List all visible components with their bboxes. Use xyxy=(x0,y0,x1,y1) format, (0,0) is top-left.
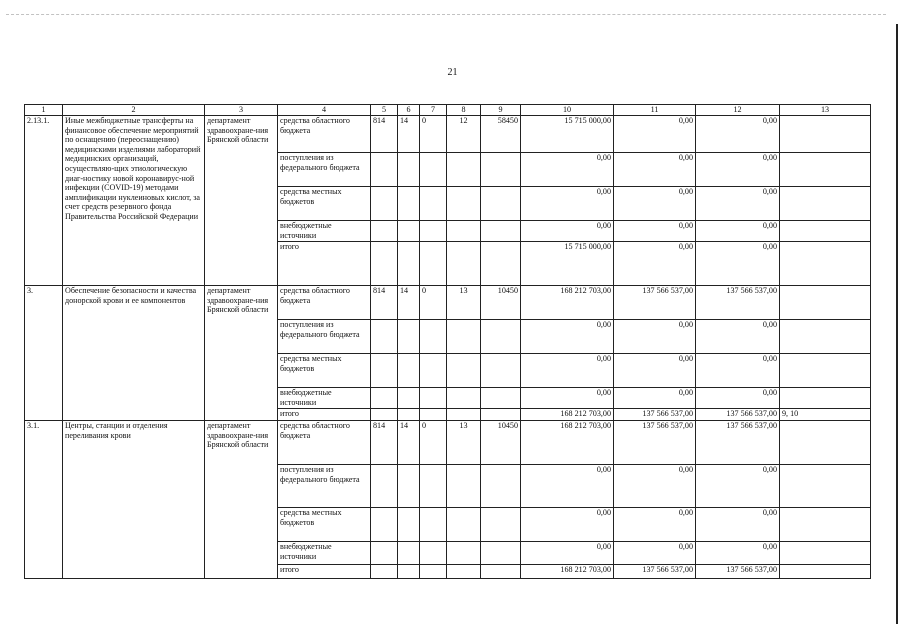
amount-col-12: 0,00 xyxy=(696,354,780,388)
code-col-6 xyxy=(398,508,420,542)
amount-col-10: 0,00 xyxy=(521,354,614,388)
item-number: 2.13.1. xyxy=(25,116,63,286)
amount-col-11: 0,00 xyxy=(614,116,696,153)
amount-col-12: 0,00 xyxy=(696,465,780,508)
funding-source: средства областного бюджета xyxy=(278,116,371,153)
amount-col-12: 0,00 xyxy=(696,542,780,565)
funding-source: средства местных бюджетов xyxy=(278,354,371,388)
code-col-6 xyxy=(398,542,420,565)
amount-col-10: 168 212 703,00 xyxy=(521,565,614,579)
funding-source: средства областного бюджета xyxy=(278,421,371,465)
item-name: Центры, станции и отделения переливания крови xyxy=(63,421,205,579)
column-number-row xyxy=(25,105,871,116)
code-col-6 xyxy=(398,221,420,242)
code-col-6 xyxy=(398,187,420,221)
code-col-5 xyxy=(371,354,398,388)
column-header: 7 xyxy=(420,105,447,116)
code-col-9 xyxy=(481,409,521,421)
amount-col-12: 0,00 xyxy=(696,242,780,286)
code-col-7 xyxy=(420,388,447,409)
code-col-6 xyxy=(398,320,420,354)
item-number: 3.1. xyxy=(25,421,63,579)
code-col-5 xyxy=(371,388,398,409)
amount-col-11: 0,00 xyxy=(614,542,696,565)
code-col-9: 10450 xyxy=(481,421,521,465)
code-col-7: 0 xyxy=(420,421,447,465)
column-header: 10 xyxy=(521,105,614,116)
code-col-5 xyxy=(371,320,398,354)
amount-col-10: 168 212 703,00 xyxy=(521,409,614,421)
amount-col-11: 0,00 xyxy=(614,354,696,388)
column-header: 11 xyxy=(614,105,696,116)
code-col-8 xyxy=(447,221,481,242)
code-col-8: 13 xyxy=(447,421,481,465)
code-col-7 xyxy=(420,508,447,542)
code-col-6: 14 xyxy=(398,286,420,320)
amount-col-10: 0,00 xyxy=(521,153,614,187)
code-col-9 xyxy=(481,153,521,187)
indicator-col-13: 9, 10 xyxy=(780,409,871,421)
amount-col-10: 0,00 xyxy=(521,320,614,354)
table-row xyxy=(25,286,871,320)
amount-col-11: 0,00 xyxy=(614,242,696,286)
amount-col-10: 0,00 xyxy=(521,465,614,508)
amount-col-11: 0,00 xyxy=(614,465,696,508)
code-col-7 xyxy=(420,465,447,508)
amount-col-11: 0,00 xyxy=(614,221,696,242)
code-col-5 xyxy=(371,542,398,565)
column-header: 6 xyxy=(398,105,420,116)
amount-col-11: 137 566 537,00 xyxy=(614,421,696,465)
amount-col-11: 0,00 xyxy=(614,187,696,221)
code-col-6 xyxy=(398,153,420,187)
code-col-5 xyxy=(371,187,398,221)
code-col-8 xyxy=(447,242,481,286)
code-col-5 xyxy=(371,242,398,286)
funding-source: итого xyxy=(278,565,371,579)
code-col-7 xyxy=(420,565,447,579)
code-col-9 xyxy=(481,388,521,409)
code-col-5 xyxy=(371,409,398,421)
code-col-7 xyxy=(420,153,447,187)
code-col-6 xyxy=(398,465,420,508)
code-col-7 xyxy=(420,221,447,242)
amount-col-11: 0,00 xyxy=(614,508,696,542)
code-col-6 xyxy=(398,388,420,409)
code-col-5: 814 xyxy=(371,421,398,465)
amount-col-10: 0,00 xyxy=(521,187,614,221)
code-col-5 xyxy=(371,508,398,542)
code-col-8 xyxy=(447,320,481,354)
code-col-7 xyxy=(420,542,447,565)
code-col-9 xyxy=(481,187,521,221)
code-col-5 xyxy=(371,153,398,187)
amount-col-12: 137 566 537,00 xyxy=(696,565,780,579)
indicator-col-13 xyxy=(780,187,871,221)
amount-col-11: 137 566 537,00 xyxy=(614,409,696,421)
page-number: 21 xyxy=(447,67,458,78)
indicator-col-13 xyxy=(780,542,871,565)
column-header: 1 xyxy=(25,105,63,116)
amount-col-10: 15 715 000,00 xyxy=(521,242,614,286)
code-col-9 xyxy=(481,542,521,565)
amount-col-10: 0,00 xyxy=(521,221,614,242)
amount-col-10: 168 212 703,00 xyxy=(521,286,614,320)
column-header: 4 xyxy=(278,105,371,116)
indicator-col-13 xyxy=(780,565,871,579)
code-col-8 xyxy=(447,187,481,221)
column-header: 12 xyxy=(696,105,780,116)
item-executor: департамент здравоохране-ния Брянской области xyxy=(205,116,278,286)
item-executor: департамент здравоохране-ния Брянской области xyxy=(205,286,278,421)
table-row xyxy=(25,116,871,153)
code-col-7: 0 xyxy=(420,286,447,320)
amount-col-12: 0,00 xyxy=(696,187,780,221)
indicator-col-13 xyxy=(780,508,871,542)
indicator-col-13 xyxy=(780,286,871,320)
code-col-9 xyxy=(481,565,521,579)
amount-col-12: 0,00 xyxy=(696,116,780,153)
code-col-7 xyxy=(420,187,447,221)
item-name: Обеспечение безопасности и качества донорской крови и ее компонентов xyxy=(63,286,205,421)
indicator-col-13 xyxy=(780,354,871,388)
item-number: 3. xyxy=(25,286,63,421)
indicator-col-13 xyxy=(780,465,871,508)
code-col-9: 10450 xyxy=(481,286,521,320)
amount-col-12: 0,00 xyxy=(696,508,780,542)
code-col-8 xyxy=(447,409,481,421)
funding-source: внебюджетные источники xyxy=(278,388,371,409)
code-col-8 xyxy=(447,153,481,187)
indicator-col-13 xyxy=(780,421,871,465)
column-header: 5 xyxy=(371,105,398,116)
code-col-6: 14 xyxy=(398,421,420,465)
funding-source: поступления из федерального бюджета xyxy=(278,153,371,187)
code-col-7: 0 xyxy=(420,116,447,153)
code-col-7 xyxy=(420,409,447,421)
code-col-5 xyxy=(371,465,398,508)
funding-source: поступления из федерального бюджета xyxy=(278,465,371,508)
amount-col-11: 0,00 xyxy=(614,153,696,187)
code-col-9 xyxy=(481,320,521,354)
indicator-col-13 xyxy=(780,320,871,354)
funding-source: средства местных бюджетов xyxy=(278,187,371,221)
code-col-8 xyxy=(447,465,481,508)
code-col-6 xyxy=(398,565,420,579)
code-col-6: 14 xyxy=(398,116,420,153)
code-col-9 xyxy=(481,242,521,286)
indicator-col-13 xyxy=(780,388,871,409)
code-col-9 xyxy=(481,465,521,508)
amount-col-12: 137 566 537,00 xyxy=(696,409,780,421)
funding-source: поступления из федерального бюджета xyxy=(278,320,371,354)
amount-col-11: 0,00 xyxy=(614,320,696,354)
code-col-9 xyxy=(481,508,521,542)
column-header: 13 xyxy=(780,105,871,116)
amount-col-10: 15 715 000,00 xyxy=(521,116,614,153)
column-header: 2 xyxy=(63,105,205,116)
code-col-7 xyxy=(420,242,447,286)
funding-source: средства областного бюджета xyxy=(278,286,371,320)
code-col-5: 814 xyxy=(371,286,398,320)
funding-source: средства местных бюджетов xyxy=(278,508,371,542)
code-col-7 xyxy=(420,354,447,388)
code-col-8: 12 xyxy=(447,116,481,153)
page-edge-line xyxy=(896,24,898,624)
column-header: 8 xyxy=(447,105,481,116)
item-executor: департамент здравоохране-ния Брянской области xyxy=(205,421,278,579)
amount-col-12: 137 566 537,00 xyxy=(696,421,780,465)
code-col-7 xyxy=(420,320,447,354)
code-col-9: 58450 xyxy=(481,116,521,153)
column-header: 9 xyxy=(481,105,521,116)
budget-table xyxy=(24,104,871,579)
code-col-5 xyxy=(371,565,398,579)
amount-col-12: 137 566 537,00 xyxy=(696,286,780,320)
amount-col-12: 0,00 xyxy=(696,153,780,187)
funding-source: внебюджетные источники xyxy=(278,542,371,565)
item-name: Иные межбюджетные трансферты на финансовое обеспечение мероприятий по оснащению (переоснащению) медицинскими изделиями лабораторий медицинских организаций, осуществляю-щих этиологическую диаг-ностику новой коронавирус-ной инфекции (COVID-19) методами амплификации нуклеиновых кислот, за счет средств резервного фонда Правительства Российской Федерации xyxy=(63,116,205,286)
table-body xyxy=(25,116,871,579)
code-col-8 xyxy=(447,354,481,388)
code-col-9 xyxy=(481,354,521,388)
code-col-5: 814 xyxy=(371,116,398,153)
code-col-6 xyxy=(398,354,420,388)
code-col-5 xyxy=(371,221,398,242)
table-row xyxy=(25,421,871,465)
code-col-6 xyxy=(398,242,420,286)
amount-col-10: 168 212 703,00 xyxy=(521,421,614,465)
amount-col-10: 0,00 xyxy=(521,508,614,542)
funding-source: итого xyxy=(278,409,371,421)
code-col-6 xyxy=(398,409,420,421)
amount-col-12: 0,00 xyxy=(696,221,780,242)
amount-col-10: 0,00 xyxy=(521,388,614,409)
code-col-8 xyxy=(447,508,481,542)
code-col-8 xyxy=(447,542,481,565)
amount-col-12: 0,00 xyxy=(696,320,780,354)
amount-col-12: 0,00 xyxy=(696,388,780,409)
amount-col-11: 0,00 xyxy=(614,388,696,409)
scan-artifact-line xyxy=(6,14,886,15)
amount-col-10: 0,00 xyxy=(521,542,614,565)
amount-col-11: 137 566 537,00 xyxy=(614,286,696,320)
funding-source: итого xyxy=(278,242,371,286)
code-col-8: 13 xyxy=(447,286,481,320)
indicator-col-13 xyxy=(780,153,871,187)
column-header: 3 xyxy=(205,105,278,116)
code-col-9 xyxy=(481,221,521,242)
code-col-8 xyxy=(447,565,481,579)
indicator-col-13 xyxy=(780,221,871,242)
indicator-col-13 xyxy=(780,116,871,153)
code-col-8 xyxy=(447,388,481,409)
amount-col-11: 137 566 537,00 xyxy=(614,565,696,579)
indicator-col-13 xyxy=(780,242,871,286)
funding-source: внебюджетные источники xyxy=(278,221,371,242)
